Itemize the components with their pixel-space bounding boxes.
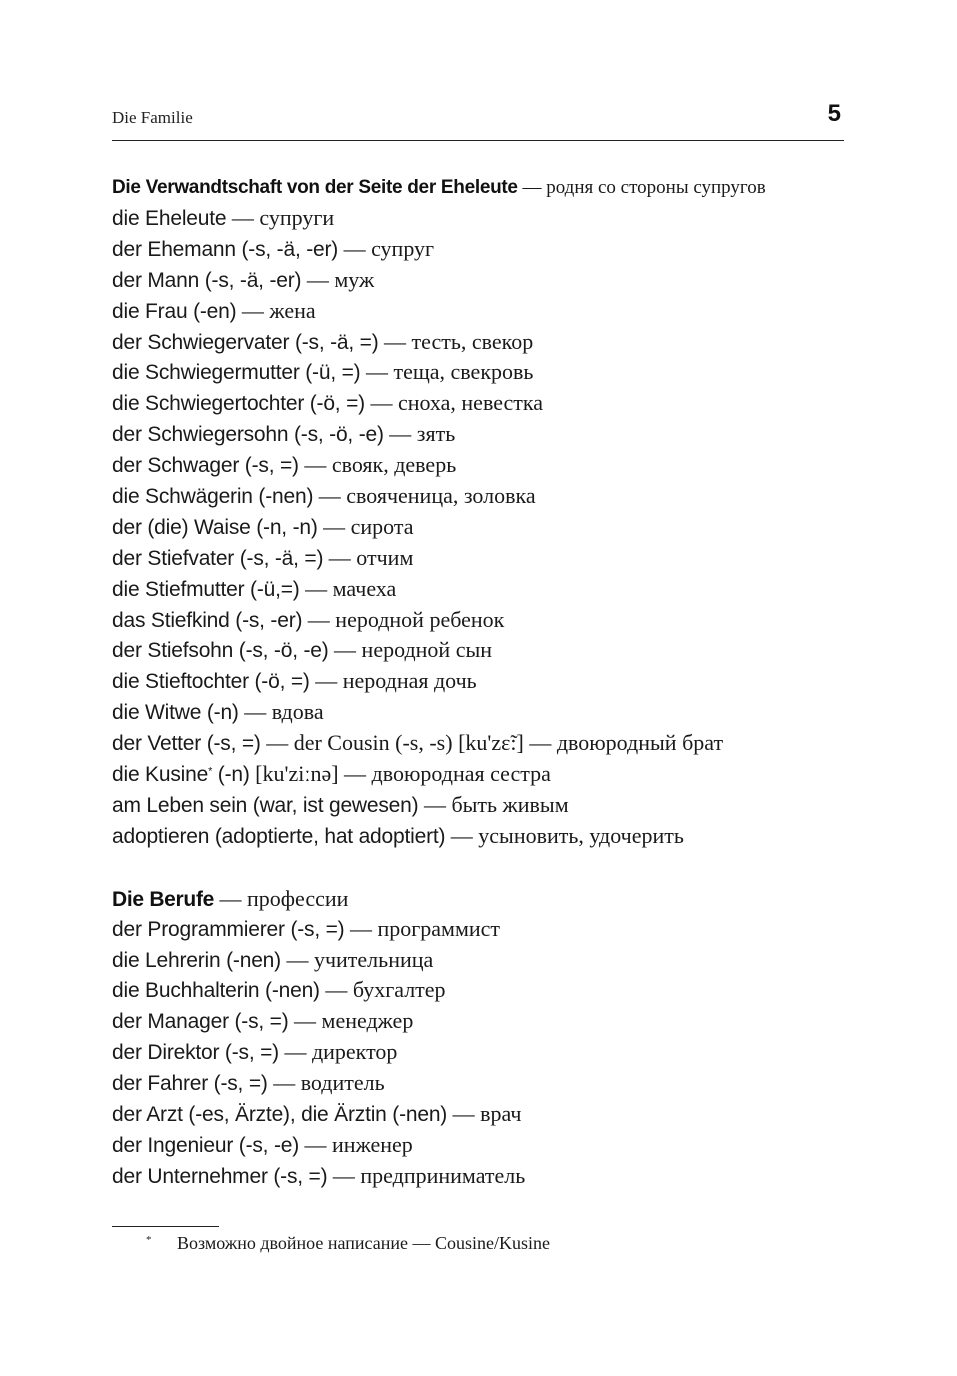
german-term: die Stiefmutter (-ü,=) <box>112 577 300 601</box>
german-term: der Vetter (-s, =) <box>112 732 261 756</box>
vocab-entry <box>112 666 852 697</box>
dash: — <box>344 761 367 787</box>
footnote-reference: * <box>208 765 213 778</box>
dash: — <box>370 390 393 416</box>
dash: — <box>266 730 289 756</box>
dash: — <box>284 1039 307 1065</box>
dash: — <box>318 483 341 509</box>
dash: — <box>315 668 338 694</box>
dash: — <box>219 885 242 911</box>
vocab-entry <box>112 357 852 388</box>
russian-translation: быть живым <box>451 791 569 817</box>
vocab-entry <box>112 388 852 419</box>
german-term: der Mann (-s, -ä, -er) <box>112 268 302 292</box>
dash: — <box>384 328 407 354</box>
variant-term: [ku'ziːnə] <box>255 761 339 787</box>
russian-translation: двоюродный брат <box>556 730 724 756</box>
dash: — <box>241 297 264 323</box>
russian-translation: сноха, невестка <box>397 390 544 416</box>
russian-translation: водитель <box>300 1070 385 1096</box>
vocab-entry <box>112 450 852 481</box>
vocab-entry <box>112 728 852 759</box>
german-term: der Ehemann (-s, -ä, -er) <box>112 237 339 261</box>
german-term: die Kusine <box>112 763 209 787</box>
german-term: die Eheleute <box>112 207 227 230</box>
german-term: der (die) Waise (-n, -n) <box>112 515 318 539</box>
vocab-entry <box>112 1161 852 1192</box>
dash: — <box>323 513 346 539</box>
russian-translation: сирота <box>350 513 414 539</box>
german-term: der Schwager (-s, =) <box>112 454 299 478</box>
dash: — <box>325 977 348 1003</box>
dash: — <box>529 730 552 756</box>
section-title-ru: родня со стороны супругов <box>546 177 766 198</box>
dash: — <box>304 452 327 478</box>
russian-translation: вдова <box>271 699 324 725</box>
footnote-text: Возможно двойное написание — Cousine/Kusine <box>177 1233 550 1253</box>
dash: — <box>349 915 372 941</box>
german-term: der Programmierer (-s, =) <box>112 917 345 941</box>
section-title-de: Die Verwandtschaft von der Seite der Eheleute <box>112 177 518 198</box>
russian-translation: зять <box>416 421 456 447</box>
vocab-entry <box>112 697 852 728</box>
russian-translation: мачеха <box>332 575 397 601</box>
variant-term: der Cousin (-s, -s) [ku'zɛ̃:] <box>293 730 524 756</box>
german-term: die Schwiegermutter (-ü, =) <box>112 361 361 385</box>
russian-translation: муж <box>334 266 375 292</box>
dash: — <box>294 1008 317 1034</box>
vocab-entry <box>112 605 852 636</box>
vocab-entry <box>112 512 852 543</box>
vocab-entry <box>112 203 852 234</box>
german-term: die Lehrerin (-nen) <box>112 948 281 972</box>
russian-translation: тесть, свекор <box>411 328 534 354</box>
vocab-entry <box>112 821 852 852</box>
vocab-entry <box>112 419 852 450</box>
vocab-entry <box>112 481 852 512</box>
dash: — <box>452 1101 475 1127</box>
section-title-de: Die Berufe <box>112 887 215 911</box>
russian-translation: предприниматель <box>360 1162 526 1188</box>
dash: — <box>305 575 328 601</box>
vocabulary-list <box>112 172 852 1192</box>
dash: — <box>328 544 351 570</box>
german-term: der Schwiegervater (-s, -ä, =) <box>112 330 379 354</box>
vocab-entry <box>112 1068 852 1099</box>
dash: — <box>389 421 412 447</box>
german-term: adoptieren (adoptierte, hat adoptiert) <box>112 824 446 848</box>
russian-translation: менеджер <box>321 1008 414 1034</box>
german-term: der Direktor (-s, =) <box>112 1041 279 1065</box>
german-term: die Schwiegertochter (-ö, =) <box>112 392 365 416</box>
dash: — <box>244 699 267 725</box>
vocab-entry <box>112 327 852 358</box>
russian-translation: неродная дочь <box>342 668 477 694</box>
russian-translation: отчим <box>356 544 414 570</box>
footnote-mark: * <box>146 1234 152 1246</box>
german-term: der Stiefvater (-s, -ä, =) <box>112 546 324 570</box>
dash: — <box>334 637 357 663</box>
russian-translation: неродной ребенок <box>335 606 505 632</box>
russian-translation: инженер <box>332 1131 413 1157</box>
dash: — <box>304 1131 327 1157</box>
dash: — <box>365 359 388 385</box>
russian-translation: учительница <box>313 946 434 972</box>
vocab-entry <box>112 1006 852 1037</box>
german-term: das Stiefkind (-s, -er) <box>112 608 303 632</box>
german-term: am Leben sein (war, ist gewesen) <box>112 793 419 817</box>
dash: — <box>231 205 254 230</box>
vocab-entry <box>112 1099 852 1130</box>
german-term: der Manager (-s, =) <box>112 1010 289 1034</box>
vocab-entry <box>112 265 852 296</box>
german-term: die Schwägerin (-nen) <box>112 485 314 509</box>
russian-translation: супруг <box>371 235 435 261</box>
dash: — <box>423 791 446 817</box>
german-term: die Frau (-en) <box>112 299 237 323</box>
russian-translation: бухгалтер <box>352 977 446 1003</box>
vocab-entry <box>112 790 852 821</box>
german-term: der Schwiegersohn (-s, -ö, -e) <box>112 423 384 447</box>
footnote-divider <box>112 1226 219 1227</box>
vocab-entry <box>112 635 852 666</box>
dash: — <box>307 606 330 632</box>
header-divider <box>112 140 844 141</box>
vocab-entry <box>112 975 852 1006</box>
russian-translation: супруги <box>259 205 335 230</box>
russian-translation: директор <box>311 1039 398 1065</box>
russian-translation: свояк, деверь <box>331 452 457 478</box>
vocab-entry <box>112 914 852 945</box>
section-title-ru: профессии <box>247 885 349 911</box>
running-title: Die Familie <box>112 108 193 127</box>
dash: — <box>286 946 309 972</box>
russian-translation: двоюродная сестра <box>371 761 551 787</box>
russian-translation: неродной сын <box>361 637 493 663</box>
vocab-entry <box>112 1037 852 1068</box>
dash: — <box>273 1070 296 1096</box>
german-term: der Ingenieur (-s, -e) <box>112 1133 300 1157</box>
russian-translation: теща, свекровь <box>393 359 534 385</box>
russian-translation: программист <box>377 915 501 941</box>
section-gap <box>112 852 852 883</box>
german-plural: (-n) <box>212 763 250 787</box>
german-term: die Stieftochter (-ö, =) <box>112 670 310 694</box>
vocab-entry <box>112 296 852 327</box>
dash: — <box>522 177 542 198</box>
vocab-entry <box>112 945 852 976</box>
dash: — <box>450 822 473 848</box>
section-title <box>112 883 852 914</box>
vocab-entry <box>112 543 852 574</box>
section-title <box>112 172 852 203</box>
vocab-entry <box>112 759 852 790</box>
vocab-entry <box>112 574 852 605</box>
page-number: 5 <box>827 100 841 127</box>
german-term: die Buchhalterin (-nen) <box>112 979 320 1003</box>
dash: — <box>343 235 366 261</box>
german-term: der Fahrer (-s, =) <box>112 1072 268 1096</box>
dash: — <box>306 266 329 292</box>
russian-translation: свояченица, золовка <box>346 483 536 509</box>
vocab-entry <box>112 234 852 265</box>
russian-translation: жена <box>269 297 316 323</box>
russian-translation: врач <box>480 1101 522 1127</box>
dash: — <box>332 1162 355 1188</box>
german-term: der Arzt (-es, Ärzte), die Ärztin (-nen) <box>112 1103 448 1127</box>
german-term: die Witwe (-n) <box>112 701 239 725</box>
german-term: der Stiefsohn (-s, -ö, -e) <box>112 639 329 663</box>
russian-translation: усыновить, удочерить <box>478 822 684 848</box>
vocab-entry <box>112 1130 852 1161</box>
german-term: der Unternehmer (-s, =) <box>112 1164 328 1188</box>
